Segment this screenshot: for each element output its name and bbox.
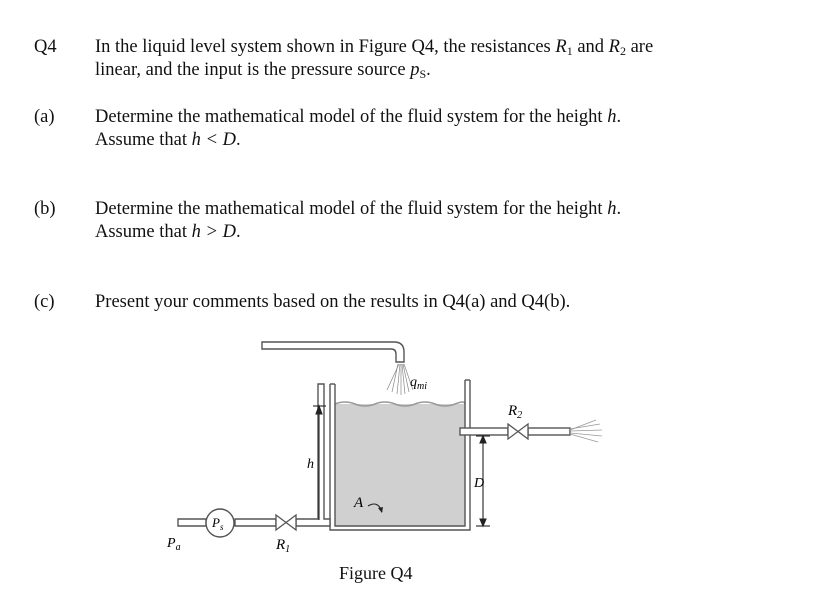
question-intro-line1: In the liquid level system shown in Figure Q4, the resistances $R_1$ and $R_2$ are: [95, 37, 654, 58]
part-b-label: (b): [34, 199, 56, 219]
part-c-label: (c): [34, 292, 55, 312]
r2-valve: [508, 424, 528, 439]
label-d: D: [474, 476, 485, 491]
r1-valve: [276, 515, 296, 530]
figure-caption: Figure Q4: [339, 563, 413, 583]
question-number: Q4: [34, 37, 57, 57]
part-a-line2: Assume that h < D.: [95, 130, 241, 150]
part-b-line2: Assume that h > D.: [95, 222, 241, 242]
inflow-pipe: [262, 342, 404, 362]
inlet-pipe: [178, 384, 330, 526]
label-qmi: $q_{mi}$: [410, 375, 427, 392]
question-intro-line2: linear, and the input is the pressure source $p_S$.: [95, 60, 431, 81]
label-a: A: [354, 495, 364, 511]
label-r1: $R_1$: [276, 537, 291, 555]
label-h: h: [307, 457, 314, 472]
outflow-spray: [570, 420, 602, 442]
label-r2: $R_2$: [508, 403, 523, 421]
label-pa: $P_a$: [167, 536, 181, 553]
label-ps: $P_s$: [212, 515, 224, 532]
part-b-line1: Determine the mathematical model of the fluid system for the height h.: [95, 199, 622, 219]
part-a-line1: Determine the mathematical model of the fluid system for the height h.: [95, 107, 622, 127]
part-c-text: Present your comments based on the results in Q4(a) and Q4(b).: [95, 292, 571, 312]
part-a-label: (a): [34, 107, 55, 127]
